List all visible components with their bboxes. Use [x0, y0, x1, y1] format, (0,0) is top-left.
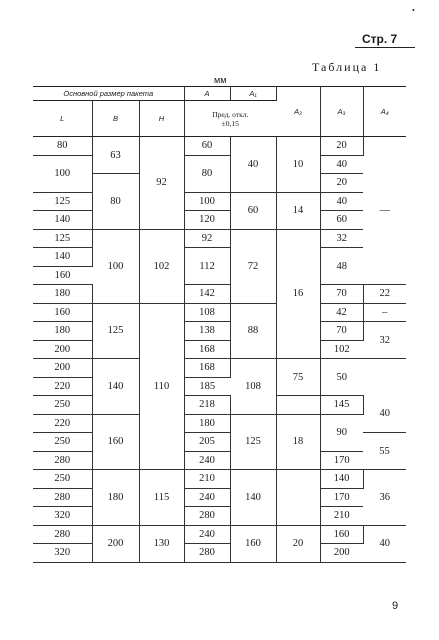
- cell-a3: 145: [320, 396, 363, 415]
- cell-b: 63: [92, 137, 139, 174]
- cell-a1: 60: [230, 192, 276, 229]
- table-row: [33, 192, 406, 211]
- page-label: Стр. 7: [362, 32, 398, 46]
- cell-a: 112: [184, 248, 230, 285]
- header-h: H: [139, 101, 184, 137]
- cell-l: 220: [33, 414, 92, 433]
- cell-a1: 88: [230, 303, 276, 359]
- table-row: [33, 303, 406, 322]
- cell-a3: 170: [320, 451, 363, 470]
- cell-a4: 55: [363, 433, 406, 470]
- cell-a: 60: [184, 137, 230, 156]
- cell-a4: 50: [320, 359, 363, 396]
- header-a1: A₁: [230, 87, 276, 101]
- cell-l: 200: [33, 340, 92, 359]
- table-row: [33, 396, 406, 415]
- header-a: A: [184, 87, 230, 101]
- cell-a4: —: [363, 137, 406, 285]
- cell-a1: 140: [230, 470, 276, 526]
- cell-a: 280: [184, 507, 230, 526]
- cell-l: 280: [33, 525, 92, 544]
- cell-a: 180: [184, 414, 230, 433]
- header-l: L: [33, 101, 92, 137]
- table-row: [33, 137, 406, 156]
- cell-b: 80: [92, 174, 139, 230]
- tolerance-value: ±0,15: [221, 118, 239, 128]
- header-a2: A₂: [276, 87, 320, 137]
- cell-a3: 32: [320, 229, 363, 248]
- cell-a3: 20: [320, 174, 363, 193]
- cell-a: 205: [184, 433, 230, 452]
- cell-l: 220: [33, 377, 92, 396]
- cell-a3: 20: [320, 137, 363, 156]
- corner-mark: •: [412, 6, 415, 15]
- cell-a: 218: [184, 396, 230, 415]
- page-label-rule: [355, 47, 415, 48]
- cell-a4: 22: [363, 285, 406, 304]
- table-row: [33, 507, 406, 526]
- cell-l: 280: [33, 488, 92, 507]
- cell-a1: 125: [230, 414, 276, 470]
- cell-a2: [276, 470, 320, 526]
- cell-b: 200: [92, 525, 139, 562]
- header-row-1: [33, 87, 406, 101]
- cell-a: 210: [184, 470, 230, 489]
- table-row: [33, 211, 406, 230]
- cell-a2: [276, 396, 320, 415]
- cell-l: 80: [33, 137, 92, 156]
- cell-a3: 210: [320, 507, 363, 526]
- header-tolerance: [184, 101, 276, 137]
- cell-a: 138: [184, 322, 230, 341]
- cell-a2: 20: [276, 525, 320, 562]
- table-row: [33, 285, 406, 304]
- cell-a3: 60: [320, 211, 363, 230]
- table-row: [33, 155, 406, 174]
- cell-a: 240: [184, 488, 230, 507]
- cell-a2: 18: [276, 414, 320, 470]
- cell-l: 160: [33, 266, 92, 285]
- cell-l: 160: [33, 303, 92, 322]
- cell-l: 200: [33, 359, 92, 378]
- cell-a3: 48: [320, 248, 363, 285]
- cell-a: 240: [184, 451, 230, 470]
- cell-l: 320: [33, 544, 92, 563]
- table-row: [33, 414, 406, 433]
- cell-l: 250: [33, 433, 92, 452]
- cell-a1: 40: [230, 137, 276, 193]
- cell-a4: 32: [363, 322, 406, 359]
- table-row: [33, 544, 406, 563]
- cell-l: 250: [33, 470, 92, 489]
- cell-a3: 42: [320, 303, 363, 322]
- page-number: 9: [392, 600, 399, 612]
- cell-h: 110: [139, 303, 184, 470]
- cell-b: 180: [92, 470, 139, 526]
- cell-a3: 160: [320, 525, 363, 544]
- dimensions-table: [33, 86, 406, 563]
- cell-a: 100: [184, 192, 230, 211]
- cell-a: 168: [184, 359, 230, 378]
- unit-label: мм: [214, 75, 227, 85]
- cell-h: 92: [139, 137, 184, 230]
- cell-b: 125: [92, 303, 139, 359]
- cell-l: 180: [33, 322, 92, 341]
- cell-a3: 75: [276, 359, 320, 396]
- tolerance-label: Пред. откл.: [212, 109, 249, 119]
- cell-a4: 36: [363, 470, 406, 526]
- cell-a1: 72: [230, 229, 276, 303]
- cell-a3: 70: [320, 285, 363, 304]
- table-row: [33, 248, 406, 267]
- cell-a3: 140: [320, 470, 363, 489]
- cell-a3: 170: [320, 488, 363, 507]
- cell-a3: 40: [320, 155, 363, 174]
- header-a4: A₄: [363, 87, 406, 137]
- cell-l: 280: [33, 451, 92, 470]
- cell-l: 250: [33, 396, 92, 415]
- cell-l: 320: [33, 507, 92, 526]
- cell-b: 160: [92, 414, 139, 470]
- cell-b: 140: [92, 359, 139, 415]
- cell-a1: 160: [230, 525, 276, 562]
- cell-a3: 90: [320, 414, 363, 451]
- cell-a3: 200: [320, 544, 363, 563]
- table-row: [33, 359, 406, 378]
- header-group-label: Основной размер пакета: [33, 87, 184, 101]
- cell-a: 168: [184, 340, 230, 359]
- cell-b: 100: [92, 229, 139, 303]
- cell-a1: 108: [230, 359, 276, 415]
- cell-l: 140: [33, 248, 92, 267]
- cell-a: 92: [184, 229, 230, 248]
- cell-l: 100: [33, 155, 92, 192]
- cell-l: 125: [33, 229, 92, 248]
- cell-a: 80: [184, 155, 230, 192]
- table-row: [33, 470, 406, 489]
- cell-h: 102: [139, 229, 184, 303]
- cell-a: 240: [184, 525, 230, 544]
- table-row: [33, 451, 406, 470]
- table-row: [33, 525, 406, 544]
- header-b: B: [92, 101, 139, 137]
- cell-a3: 102: [320, 340, 363, 359]
- cell-a: 108: [184, 303, 230, 322]
- table-row: [33, 322, 406, 341]
- cell-h: 130: [139, 525, 184, 562]
- table-row: [33, 340, 406, 359]
- cell-a: 185: [184, 377, 230, 396]
- cell-l: 125: [33, 192, 92, 211]
- cell-l: 140: [33, 211, 92, 230]
- cell-l: 180: [33, 285, 92, 304]
- table-row: [33, 488, 406, 507]
- cell-a2: 16: [276, 229, 320, 359]
- cell-h: 115: [139, 470, 184, 526]
- cell-a3: 40: [320, 192, 363, 211]
- cell-a4: 40: [363, 396, 406, 433]
- table-row: [33, 229, 406, 248]
- cell-a: 142: [184, 285, 230, 304]
- cell-a3: 70: [320, 322, 363, 341]
- table-title: Таблица 1: [312, 60, 382, 74]
- cell-a2: 10: [276, 137, 320, 193]
- header-a3: A₃: [320, 87, 363, 137]
- cell-a4: 40: [363, 525, 406, 562]
- cell-a4: –: [363, 303, 406, 322]
- cell-a2: 14: [276, 192, 320, 229]
- cell-a: 120: [184, 211, 230, 230]
- cell-a: 280: [184, 544, 230, 563]
